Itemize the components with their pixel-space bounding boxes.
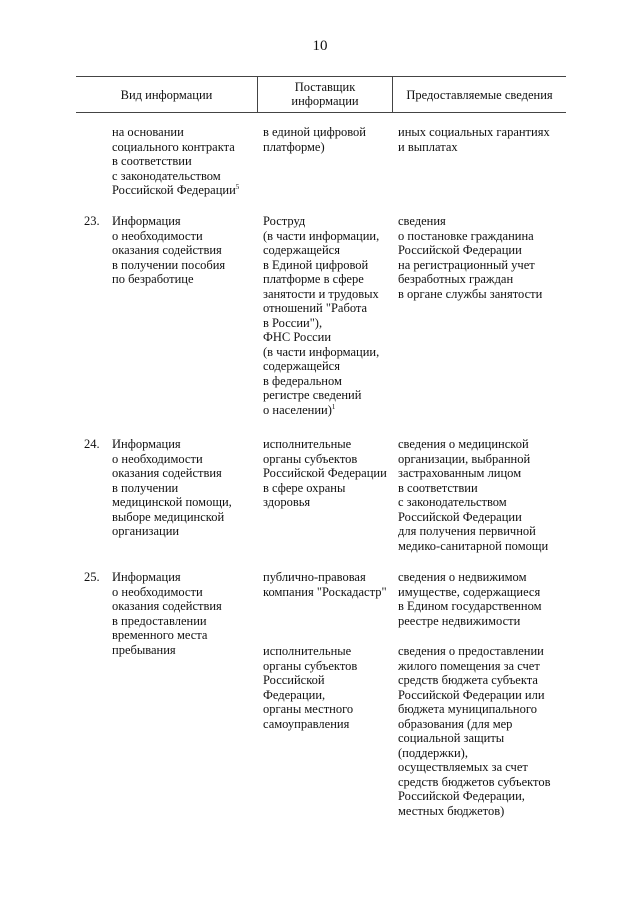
row-details: сведения о постановке гражданина Российской Федерации на регистрационный учет безработных граждан в органе службы занятости — [398, 214, 543, 301]
row-provider-secondary: исполнительные органы субъектов Российской Федерации, органы местного самоуправления — [263, 644, 358, 731]
header-bottom-rule — [76, 112, 566, 113]
page-number: 10 — [312, 38, 328, 54]
row-kind: Информация о необходимости оказания содействия в предоставлении временного места пребывания — [112, 570, 222, 657]
row-number: 23. — [84, 214, 100, 228]
column-header-kind: Вид информации — [120, 88, 213, 102]
column-header-details: Предоставляемые сведения — [406, 88, 553, 102]
row-details-secondary: сведения о предоставлении жилого помещения за счет средств бюджета субъекта Российской Федерации или бюджета муниципального образования (для мер социальной защиты (поддержки), осуществляемых за счет средств бюджетов субъектов Российской Федерации, местных бюджетов) — [398, 644, 551, 818]
continuation-details: иных социальных гарантиях и выплатах — [398, 125, 550, 154]
footnote-ref: 5 — [235, 182, 240, 191]
table-top-rule — [76, 76, 566, 77]
footnote-ref: 1 — [331, 402, 336, 411]
row-details: сведения о медицинской организации, выбранной застрахованным лицом в соответствии с законодательством Российской Федерации для получения первичной медико-санитарной помощи — [398, 437, 549, 553]
row-provider: Роструд (в части информации, содержащейся в Единой цифровой платформе в сфере занятости и трудовых отношений "Работа в России"), ФНС России (в части информации, содержащейся в федеральном регистре сведений о населении)$^1$ — [263, 214, 380, 417]
continuation-kind: на основании социального контракта в соответствии с законодательством Российской Федерации$^5$ — [112, 125, 240, 197]
row-details: сведения о недвижимом имуществе, содержащиеся в Едином государственном реестре недвижимости — [398, 570, 542, 628]
row-provider: исполнительные органы субъектов Российской Федерации в сфере охраны здоровья — [263, 437, 387, 509]
row-provider: публично-правовая компания "Роскадастр" — [263, 570, 387, 599]
row-kind: Информация о необходимости оказания содействия в получении медицинской помощи, выборе медицинской организации — [112, 437, 232, 538]
row-number: 25. — [84, 570, 100, 584]
column-header-provider: Поставщик информации — [291, 80, 359, 108]
continuation-provider: в единой цифровой платформе) — [263, 125, 366, 154]
row-number: 24. — [84, 437, 100, 451]
row-kind: Информация о необходимости оказания содействия в получении пособия по безработице — [112, 214, 226, 286]
